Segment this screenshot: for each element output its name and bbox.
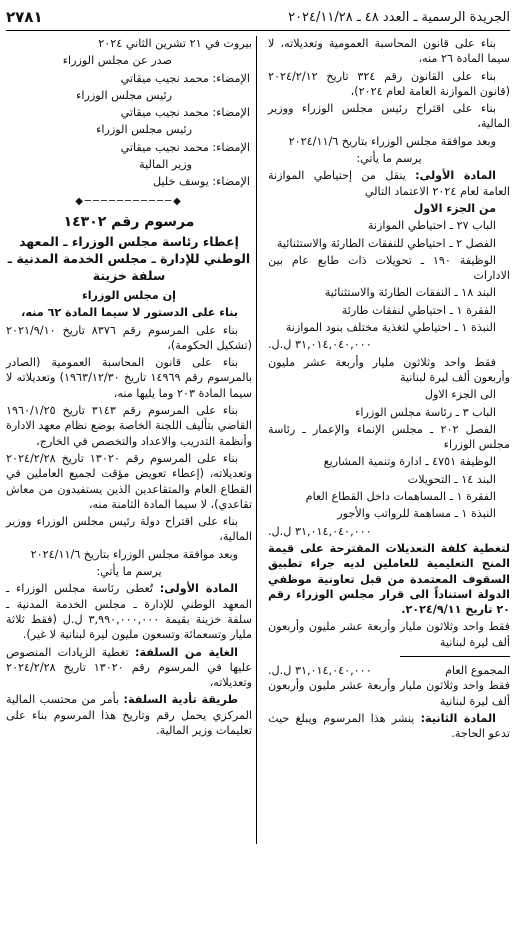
clause-text: تغطية الزيادات المنصوص عليها في المرسوم رقم ١٣٠٢٠ تاريخ ٢٠٢٤/٢/٢٨ وتعديلاته، [6,645,253,690]
recital: وبعد موافقة مجلس الوزراء بتاريخ ٢٠٢٤/١١/٦ [30,547,238,561]
budget-line: الفصل ٢ ـ احتياطي للنفقات الطارئة والاستثنائية [276,236,496,250]
recital: بناء على المرسوم رقم ١٣٠٢٠ تاريخ ٢٠٢٤/٢/٢٨ وتعديلاته، (إعطاء تعويض مؤقت لجميع العاملين في القطاع العام والمتقاعدين الذين يستفيدون من معاش تقاعدي)، لا سيما المادة الثامنة منه، [6,451,252,511]
article-label: المادة الأولى: [415,169,496,183]
issued-line: صدر عن مجلس الوزراء [62,54,172,68]
recital: بناء على المرسوم رقم ٨٣٧٦ تاريخ ٢٠٢١/٩/١٠ (تشكيل الحكومة)، [6,323,252,352]
article-text: ينشر هذا المرسوم ويبلغ حيث تدعو الحاجة. [268,711,510,741]
total-amount: ٣١,٠١٤,٠٤٠,٠٠٠ ل.ل. [268,663,372,677]
recital: بناء على المرسوم رقم ٣١٤٣ تاريخ ١٩٦٠/١/٢٥ القاضي بتأليف اللجنة الخاصة بوضع نظام معهد الادارة وأنظمة التدريب والاعداد والتخصص في الخارج، [6,404,252,448]
budget-line: الفصل ٢٠٢ ـ مجلس الإنماء والإعمار ـ رئاسة مجلس الوزراء [268,422,510,452]
left-column [6,36,252,740]
recital: بناء على اقتراح رئيس مجلس الوزراء ووزير المالية، [268,102,510,131]
signature-line: الإمضاء: محمد نجيب ميقاتي [120,140,250,154]
signature-line: الإمضاء: يوسف خليل [152,175,250,189]
decree-number: مرسوم رقم ١٤٣٠٢ [63,213,195,230]
amount-words: فقط واحد وثلاثون مليار وأربعة عشر مليون وأربعون ألف ليرة لبنانية [268,620,510,649]
recital: بناء على اقتراح دولة رئيس مجلس الوزراء ووزير المالية، [6,515,252,544]
method-clause [6,692,252,738]
separator-line [400,656,510,657]
part-heading: من الجزء الاول [413,201,496,215]
recital: بناء على الدستور لا سيما المادة ٦٢ منه، [21,306,238,320]
goal-clause [6,645,252,691]
article-text: ينقل من إحتياطي الموازنة العامة لعام ٢٠٢٤ الاعتماد التالي [268,169,510,198]
article-2 [268,711,510,742]
page-number: ٢٧٨١ [6,8,43,26]
budget-line: الوظيفة ١٩٠ ـ تحويلات ذات طابع عام بين الادارات [268,253,510,283]
clause-text: بأمر من محتسب المالية المركزي يحمل رقم وتاريخ هذا المرسوم بناء على تعليمات وزير المالية. [6,693,252,737]
place-date: بيروت في ٢١ تشرين الثاني ٢٠٢٤ [98,37,252,50]
budget-line: الوظيفة ٤٧٥١ ـ ادارة وتنمية المشاريع [323,455,496,469]
clause-label: طريقة تأدية السلفة: [123,693,238,707]
amount-words: فقط واحد وثلاثون مليار وأربعة عشر مليون وأربعون ألف ليرة لبنانية [268,679,510,708]
signature-line: الإمضاء: محمد نجيب ميقاتي [120,106,250,120]
section-ornament: ◆───────────◆ [75,195,183,207]
budget-line: الفقرة ١ ـ المساهمات داخل القطاع العام [305,490,496,504]
budget-line: البند ١٨ ـ النفقات الطارئة والاستثنائية [324,286,496,300]
decree-phrase: يرسم ما يأتي: [96,565,162,579]
recital: بناء على قانون المحاسبة العمومية (الصادر بالمرسوم رقم ١٤٩٦٩ تاريخ ١٩٦٣/١٢/٣٠) وتعديلاته لا سيما المادة ٢٠٣ وما يليها منه، [6,356,253,400]
opener: إن مجلس الوزراء [81,288,177,302]
header-rule [6,30,510,31]
journal-title: الجريدة الرسمية ـ العدد ٤٨ ـ ٢٠٢٤/١١/٢٨ [288,9,510,25]
decree-phrase: يرسم ما يأتي: [356,152,422,166]
signatory-title: رئيس مجلس الوزراء [96,123,192,137]
article-1 [6,581,252,642]
article-label: المادة الثانية: [420,711,497,725]
budget-line: الباب ٢٧ ـ احتياطي الموازنة [367,219,496,233]
budget-line: النبذة ١ ـ مساهمة للرواتب والأجور [337,507,496,521]
right-column [268,36,510,743]
article-label: المادة الأولى: [159,582,238,596]
amount-words: فقط واحد وثلاثون مليار وأربعة عشر مليون وأربعون ألف ليرة لبنانية [268,355,510,384]
signatory-title: رئيس مجلس الوزراء [76,88,172,102]
decree-title: إعطاء رئاسة مجلس الوزراء ـ المعهد الوطني للإدارة ـ مجلس الخدمة المدنية ـ سلفة خزينة [7,233,251,283]
article-1 [268,168,510,199]
signature-line: الإمضاء: محمد نجيب ميقاتي [120,71,250,85]
amount: ٣١,٠١٤,٠٤٠,٠٠٠ ل.ل. [268,524,372,538]
recital: بناء على القانون رقم ٣٢٤ تاريخ ٢٠٢٤/٢/١٢ (قانون الموازنة العامة لعام ٢٠٢٤)، [268,69,510,98]
recital: وبعد موافقة مجلس الوزراء بتاريخ ٢٠٢٤/١١/٦ [288,134,496,148]
signatory-title: وزير المالية [139,158,192,172]
budget-line: النبذة ١ ـ احتياطي لتغذية مختلف بنود الموازنة [285,321,496,335]
budget-line: البند ١٤ ـ التحويلات [407,472,496,486]
article-text: تُعطى رئاسة مجلس الوزراء ـ المعهد الوطني للإدارة ـ مجلس الخدمة المدنية ـ سلفة خزينة بقيمة ٣,٩٩٠,٠٠٠,٠٠٠ ل.ل (فقط ثلاثة مليار وتسعمائة وتسعون مليون ليرة لبنانية لا غير). [6,582,252,642]
clause-label: الغاية من السلفة: [135,645,238,659]
budget-line: الفقرة ١ ـ احتياطي لنفقات طارئة [341,303,496,317]
amount: ٣١,٠١٤,٠٤٠,٠٠٠ ل.ل. [268,338,372,352]
recital: بناء على قانون المحاسبة العمومية وتعديلاته، لا سيما المادة ٢٦ منه، [268,37,510,66]
purpose-note: لتغطية كلفة التعديلات المقترحة على قيمة المنح التعليمية للعاملين لديه جراء تطبيق السقوف المعتمدة من قبل تعاونية موظفي الدولة استناداً الى قرار مجلس الوزراء رقم ٢٠ تاريخ ٢٠٢٤/٩/١١. [268,541,510,617]
column-divider [256,36,257,844]
budget-line: الباب ٣ ـ رئاسة مجلس الوزراء [355,405,496,419]
part-heading: الى الجزء الاول [424,388,496,402]
total-row [268,663,510,678]
page-header [6,6,510,28]
total-label: المجموع العام [445,663,510,677]
